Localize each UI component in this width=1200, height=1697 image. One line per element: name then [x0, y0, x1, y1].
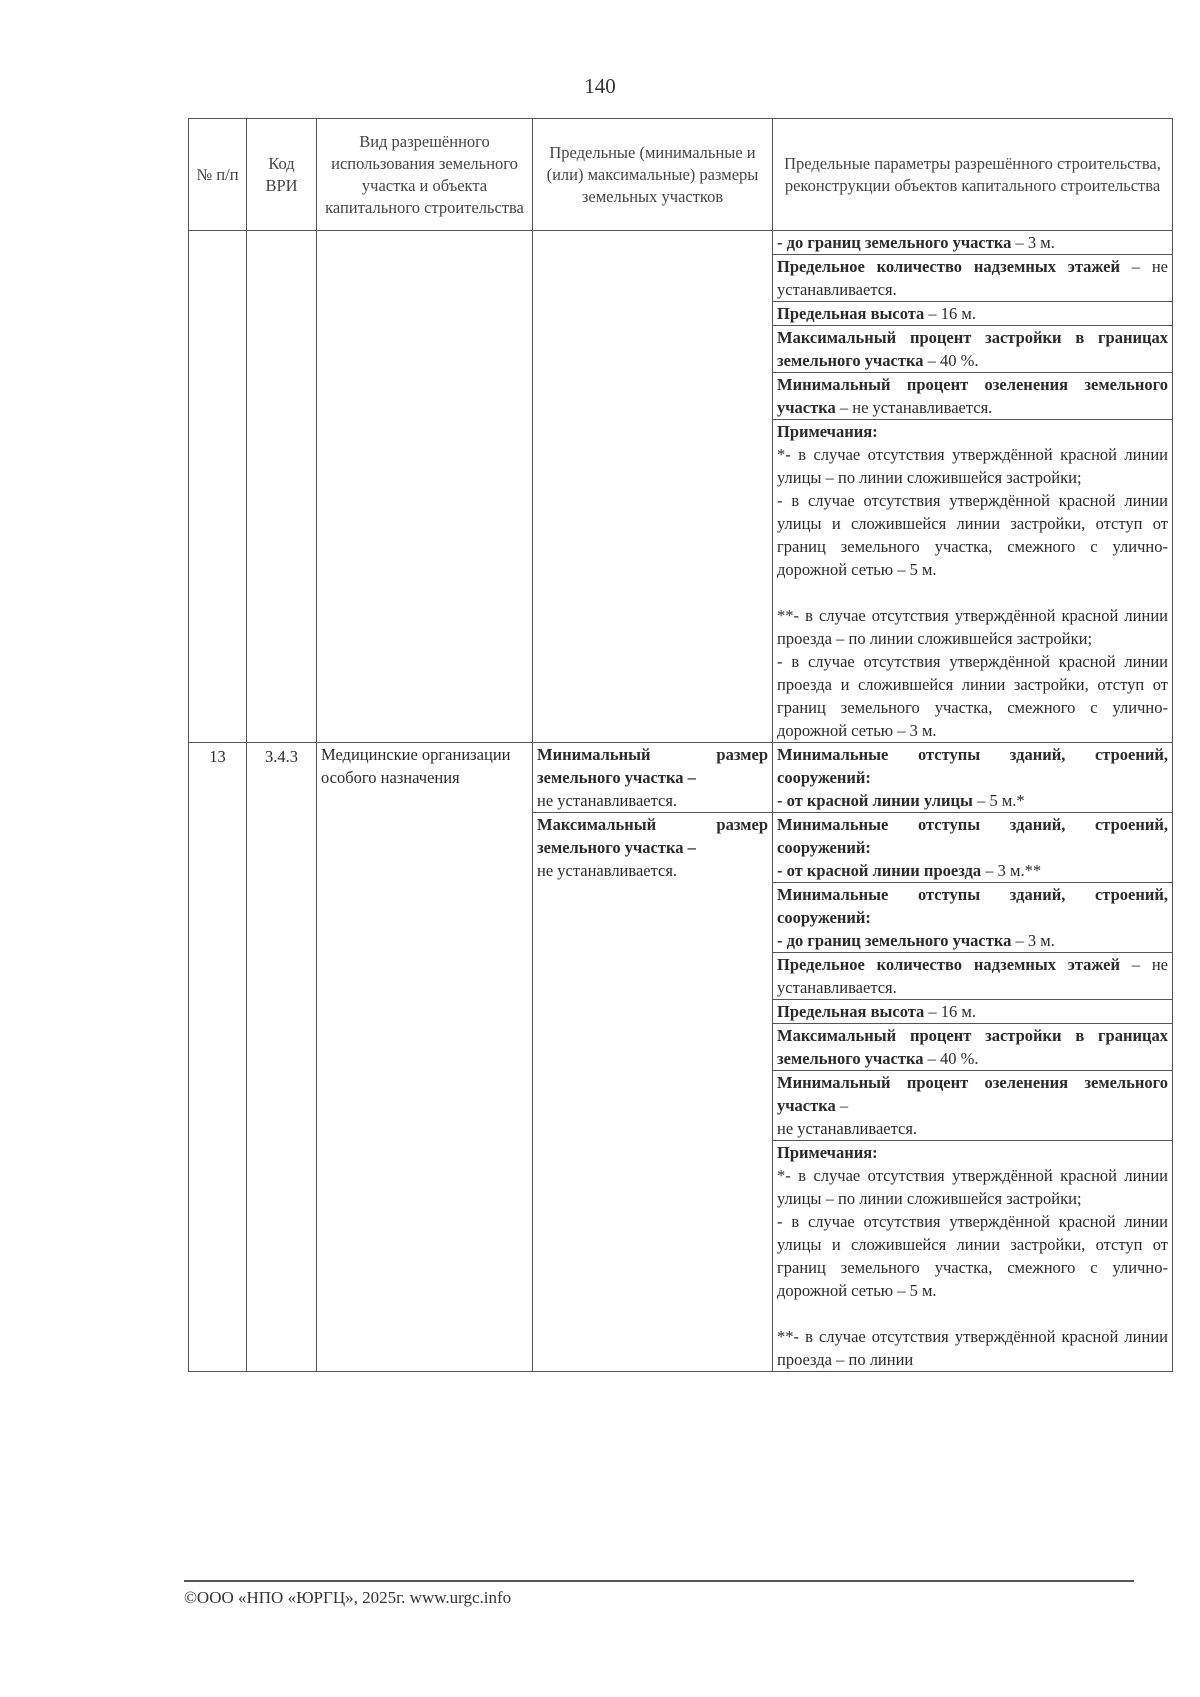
- notes-block: [773, 1141, 1172, 1371]
- cell-num-empty: [189, 231, 247, 743]
- param-boundary-setback: - до границ земельного участка – 3 м.: [773, 231, 1172, 255]
- size-max: Максимальный размер земельного участка – не устанавливается.: [537, 815, 768, 880]
- footer-divider: [184, 1580, 1134, 1582]
- cell-params: [773, 743, 1173, 1372]
- header-type: Вид разрешённого использования земельного участка и объекта капитального строительства: [317, 119, 533, 231]
- header-sizes: Предельные (минимальные и (или) максимальные) размеры земельных участков: [533, 119, 773, 231]
- param-green-percent: Минимальный процент озеленения земельного участка – не устанавливается.: [773, 1071, 1172, 1141]
- param-driveway-setback: Минимальные отступы зданий, строений, сооружений: - от красной линии проезда – 3 м.**: [773, 813, 1172, 883]
- note-item: - в случае отсутствия утверждённой красной линии проезда и сложившейся линии застройки, отступ от границ земельного участка, смежного с улично-дорожной сетью – 3 м.: [777, 652, 1168, 740]
- param-boundary-setback: Минимальные отступы зданий, строений, сооружений: - до границ земельного участка – 3 м.: [773, 883, 1172, 953]
- param-floors: Предельное количество надземных этажей – не устанавливается.: [773, 255, 1172, 302]
- param-height: Предельная высота – 16 м.: [773, 302, 1172, 326]
- note-item: - в случае отсутствия утверждённой красной линии улицы и сложившейся линии застройки, отступ от границ земельного участка, смежного с улично-дорожной сетью – 5 м.: [777, 1212, 1168, 1300]
- cell-num: 13: [189, 743, 247, 1372]
- param-build-percent: Максимальный процент застройки в границах земельного участка – 40 %.: [773, 1024, 1172, 1071]
- param-green-percent: Минимальный процент озеленения земельного участка – не устанавливается.: [773, 373, 1172, 420]
- note-item: - в случае отсутствия утверждённой красной линии улицы и сложившейся линии застройки, отступ от границ земельного участка, смежного с улично-дорожной сетью – 5 м.: [777, 491, 1168, 579]
- param-floors: Предельное количество надземных этажей – не устанавливается.: [773, 953, 1172, 1000]
- size-min: Минимальный размер земельного участка – не устанавливается.: [533, 743, 772, 813]
- cell-params-continued: [773, 231, 1173, 743]
- header-num: № п/п: [189, 119, 247, 231]
- cell-type-empty: [317, 231, 533, 743]
- table-row-13: [189, 743, 1173, 1372]
- footer-copyright: ©ООО «НПО «ЮРГЦ», 2025г. www.urgc.info: [184, 1588, 512, 1607]
- header-params: Предельные параметры разрешённого строительства, реконструкции объектов капитального строительства: [773, 119, 1173, 231]
- table-row-continued: [189, 231, 1173, 743]
- notes-block: [773, 420, 1172, 742]
- param-build-percent: Максимальный процент застройки в границах земельного участка – 40 %.: [773, 326, 1172, 373]
- cell-type: Медицинские организации особого назначения: [317, 743, 533, 1372]
- page-number: 140: [584, 74, 616, 98]
- cell-code: 3.4.3: [247, 743, 317, 1372]
- param-height: Предельная высота – 16 м.: [773, 1000, 1172, 1024]
- notes-title: Примечания:: [777, 1143, 878, 1162]
- zoning-parameters-table: [188, 118, 1173, 1372]
- param-street-setback: Минимальные отступы зданий, строений, сооружений: - от красной линии улицы – 5 м.*: [773, 743, 1172, 813]
- note-item: **- в случае отсутствия утверждённой красной линии проезда – по линии сложившейся застройки;: [777, 606, 1168, 648]
- table-header-row: [189, 119, 1173, 231]
- note-item: **- в случае отсутствия утверждённой красной линии проезда – по линии: [777, 1327, 1168, 1369]
- cell-sizes-empty: [533, 231, 773, 743]
- notes-title: Примечания:: [777, 422, 878, 441]
- note-item: *- в случае отсутствия утверждённой красной линии улицы – по линии сложившейся застройки;: [777, 1166, 1168, 1208]
- note-item: *- в случае отсутствия утверждённой красной линии улицы – по линии сложившейся застройки;: [777, 445, 1168, 487]
- cell-sizes: [533, 743, 773, 1372]
- header-code: Код ВРИ: [247, 119, 317, 231]
- cell-code-empty: [247, 231, 317, 743]
